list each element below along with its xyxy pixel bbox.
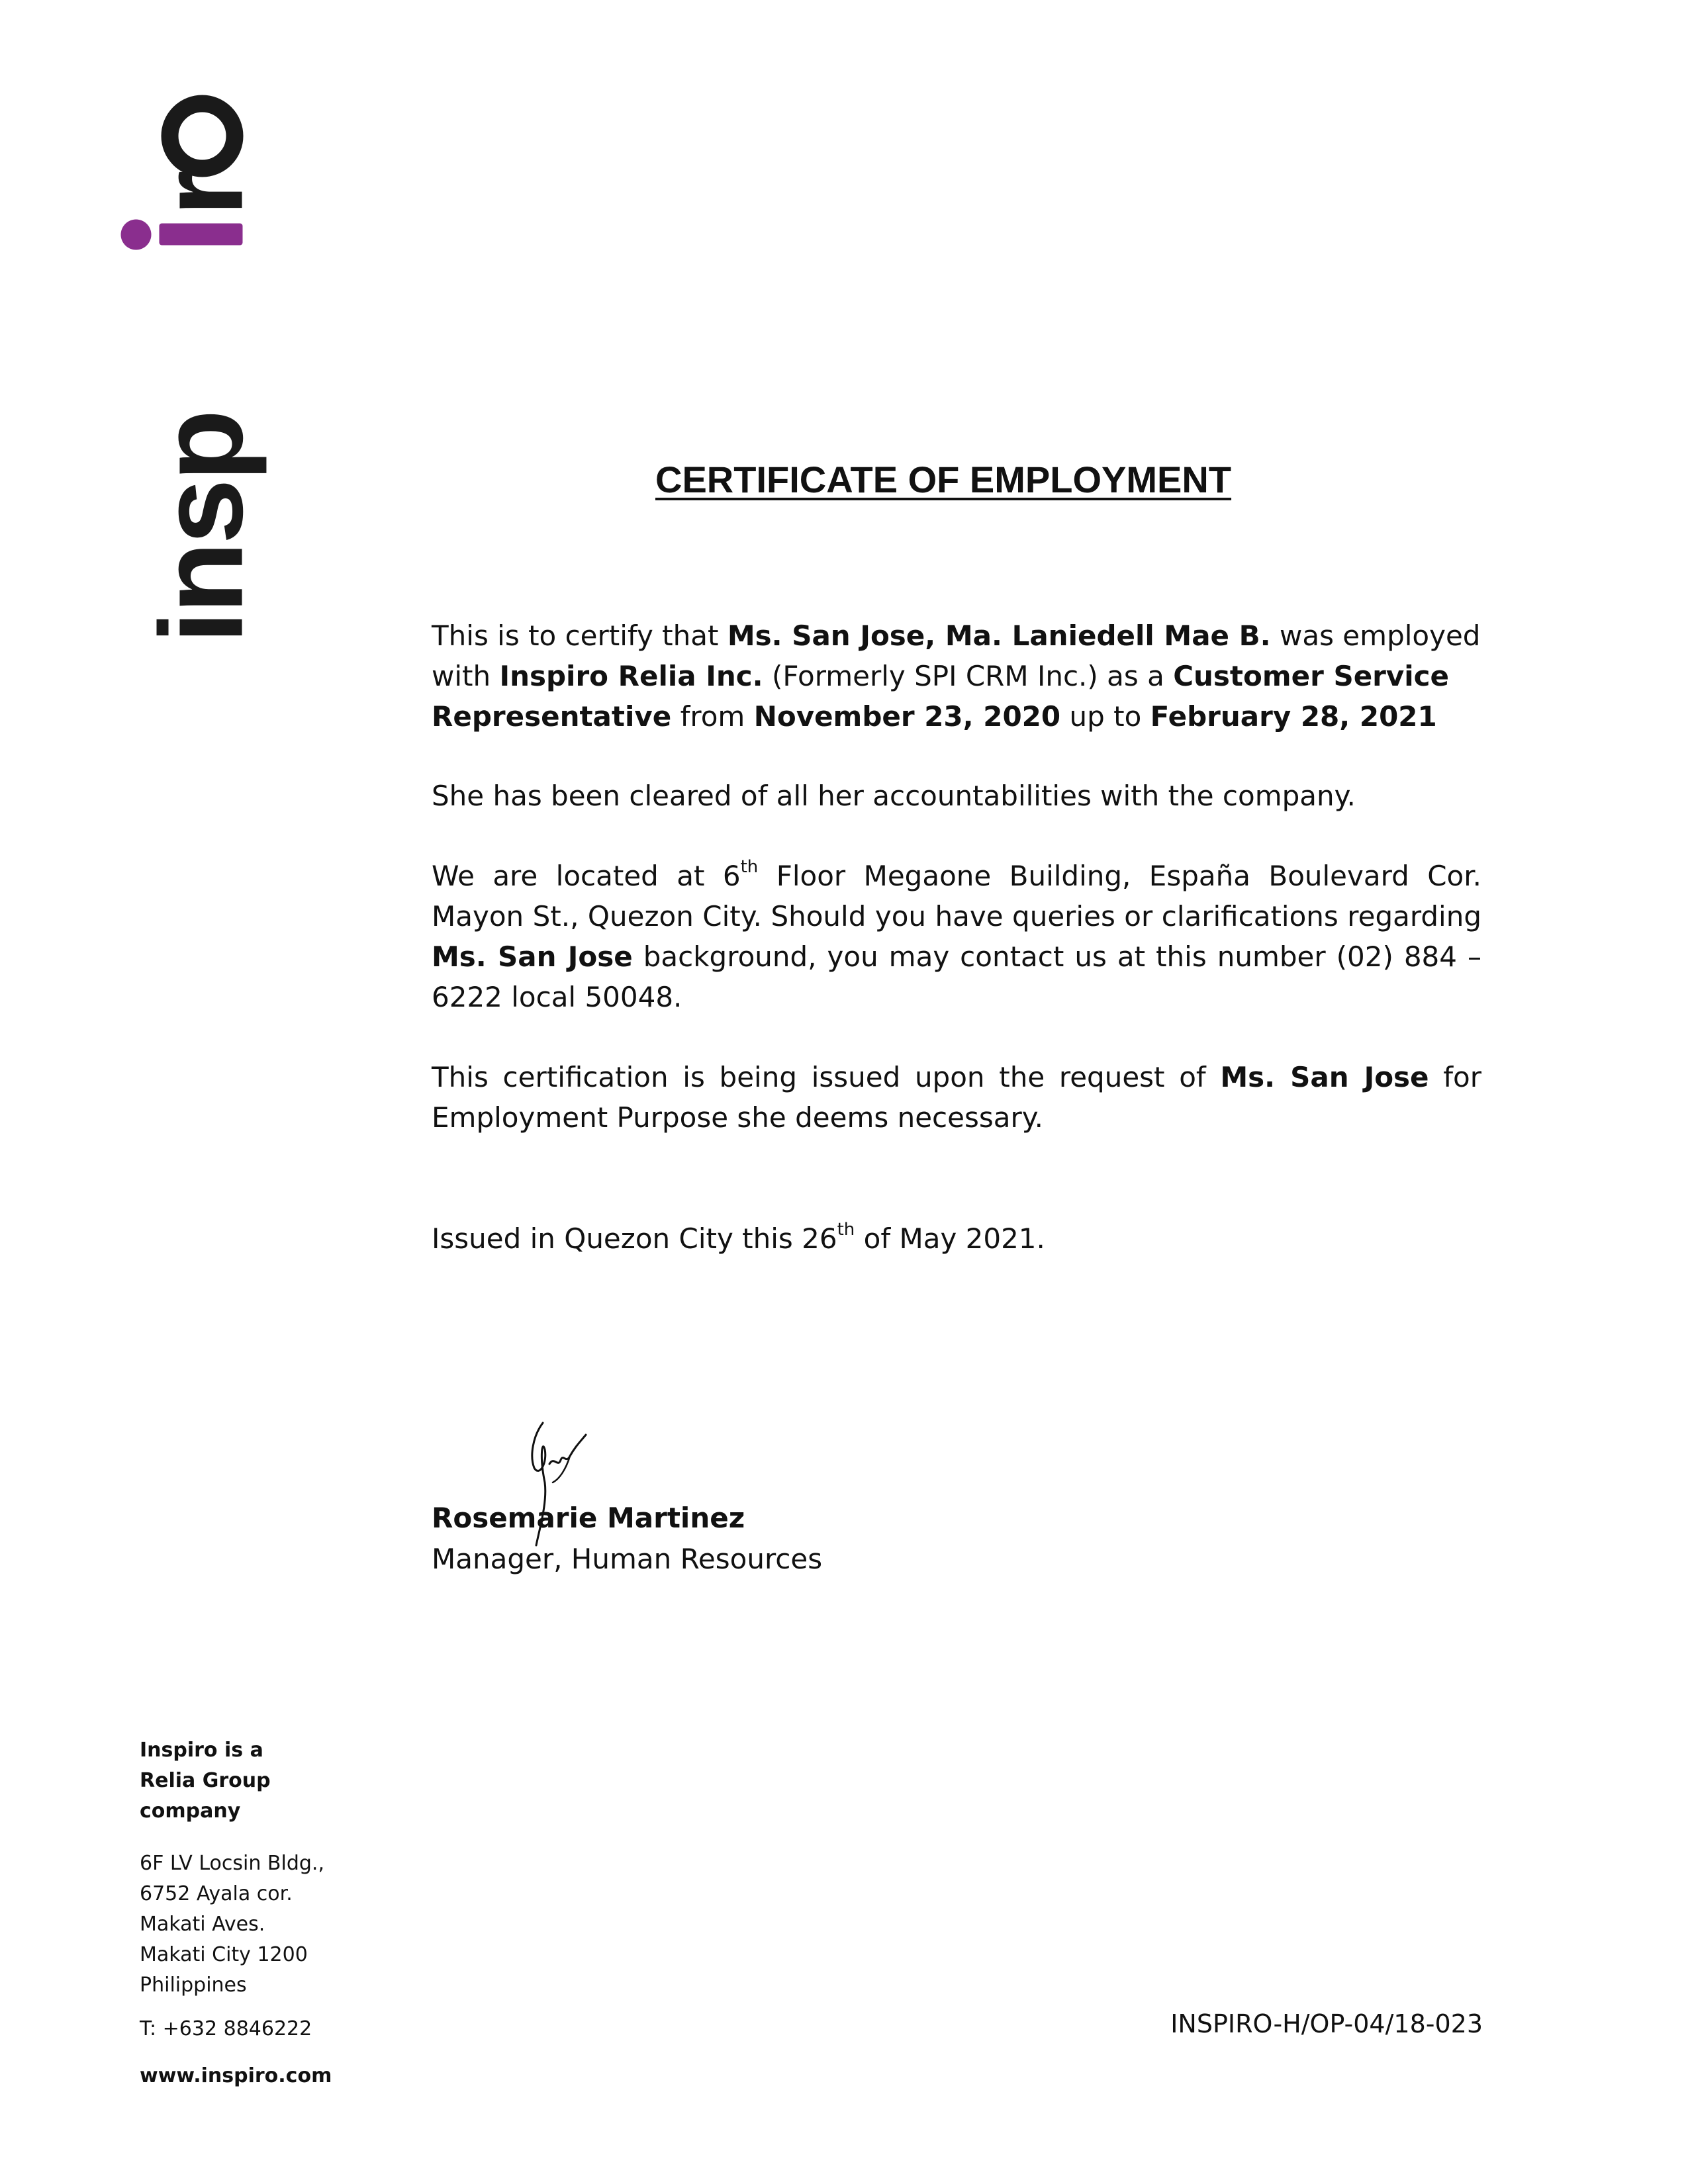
text-segment: for Employment Purpose she deems necessary. [432,1061,1481,1134]
text-segment: Floor Megaone Building, España Boulevard Cor. Mayon St., Quezon City. Should you have queries or clarifications regarding [432,860,1482,933]
tagline-line: Inspiro is a [140,1739,263,1762]
address-line: Makati Aves. [140,1913,265,1936]
inspiro-logo-graphic [135,173,267,702]
clearance-paragraph: She has been cleared of all her accountabilities with the company. [432,780,1356,812]
address-line: 6752 Ayala cor. [140,1882,293,1905]
company-name: Inspiro Relia Inc. [499,660,763,692]
text-segment: Issued in Quezon City this 26 [432,1222,837,1255]
svg-text:r: r [135,173,267,216]
document-code: INSPIRO-H/OP-04/18-023 [1170,2009,1483,2038]
certification-paragraph [432,615,1481,737]
text-segment: up to [1060,700,1150,733]
footer-address [140,1848,352,2001]
page-title: CERTIFICATE OF EMPLOYMENT [655,459,1232,500]
issued-paragraph [432,1218,1481,1259]
signatory-title: Manager, Human Resources [432,1543,823,1575]
job-position: Customer Service Representative [432,660,1450,733]
end-date: February 28, 2021 [1150,700,1437,733]
address-line: Philippines [140,1974,247,1997]
text-segment: of May 2021. [855,1222,1045,1255]
employee-name: Ms. San Jose [1220,1061,1429,1093]
text-segment: from [671,700,754,733]
address-line: 6F LV Locsin Bldg., [140,1852,324,1875]
signatory-name: Rosemarie Martinez [432,1502,745,1534]
text-segment: This is to certify that [432,619,727,652]
employee-name: Ms. San Jose, Ma. Laniedell Mae B. [727,619,1271,652]
purpose-paragraph [432,1057,1481,1138]
footer-phone: T: +632 8846222 [140,2017,312,2040]
footer-website-link[interactable]: www.inspiro.com [140,2064,332,2087]
ordinal-suffix: th [837,1220,855,1240]
text-segment: We are located at 6 [432,860,741,892]
start-date: November 23, 2020 [753,700,1061,733]
signatory-block [432,1498,822,1580]
tagline-line: company [140,1799,241,1823]
text-segment: was employed with [432,619,1481,692]
text-segment: background, you may contact us at this number (02) 884 – 6222 local 50048. [432,940,1481,1013]
address-line: Makati City 1200 [140,1943,308,1966]
text-segment: This certification is being issued upon the request of [432,1061,1221,1093]
svg-text:insp: insp [135,412,267,644]
inspiro-logo [135,173,267,702]
employee-name: Ms. San Jose [432,940,633,973]
text-segment: (Formerly SPI CRM Inc.) as a [763,660,1174,692]
footer-tagline [140,1735,352,1827]
ordinal-suffix: th [740,857,759,877]
tagline-line: Relia Group [140,1769,271,1792]
location-paragraph [432,856,1481,1017]
